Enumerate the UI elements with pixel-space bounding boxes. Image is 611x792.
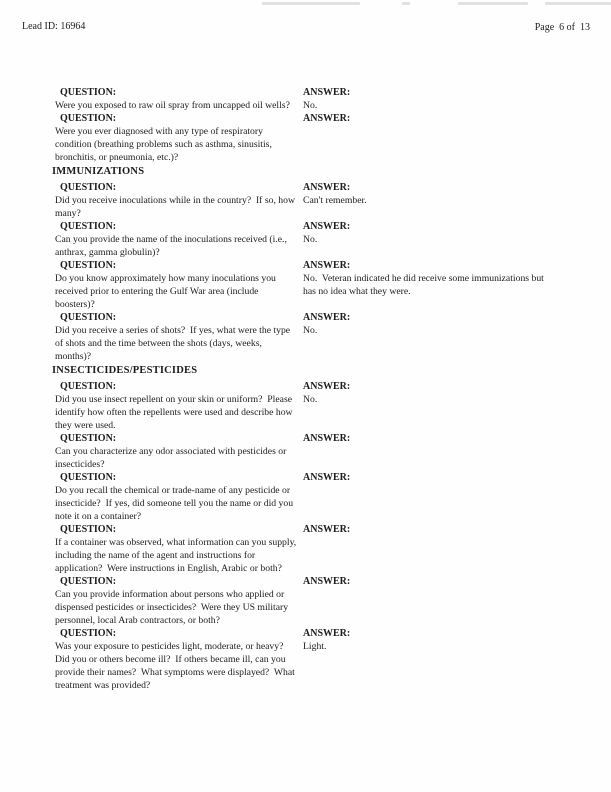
question-text: Do you know approximately how many inoculations you received prior to entering the Gulf War area (include boosters)? [55, 273, 279, 310]
answer-text: No. [303, 234, 318, 245]
question-label: QUESTION: [60, 472, 117, 483]
answer-label: ANSWER: [303, 260, 351, 271]
answer-label: ANSWER: [303, 87, 351, 98]
answer-column [303, 380, 591, 432]
section-heading-immunizations: IMMUNIZATIONS [52, 166, 145, 177]
question-label: QUESTION: [60, 260, 117, 271]
qa-block [52, 220, 591, 259]
question-label: QUESTION: [60, 576, 117, 587]
question-text: Can you provide information about persons who applied or dispensed pesticides or insecticides? Were they US military personnel, local Arab contractors, or both? [55, 589, 291, 626]
answer-column [303, 220, 591, 259]
qa-block [52, 432, 591, 471]
answer-label: ANSWER: [303, 524, 351, 535]
answer-column [303, 575, 591, 627]
question-text: Was your exposure to pesticides light, moderate, or heavy? Did you or others become ill? If others became ill, can you provide their names? What symptoms were displayed? What treatment was provided? [55, 641, 298, 691]
question-text: Can you provide the name of the inoculations received (i.e., anthrax, gamma globulin)? [55, 234, 290, 258]
question-label: QUESTION: [60, 182, 117, 193]
qa-block [52, 627, 591, 692]
question-label: QUESTION: [60, 381, 117, 392]
answer-text: No. [303, 394, 318, 405]
question-text: Did you use insect repellent on your skin or uniform? Please identify how often the repellents were used and describe how they were used. [55, 394, 295, 431]
answer-label: ANSWER: [303, 472, 351, 483]
question-text: Did you receive a series of shots? If yes, what were the type of shots and the time between the shots (days, weeks, months)? [55, 325, 293, 362]
question-column [52, 181, 303, 220]
question-label: QUESTION: [60, 221, 117, 232]
question-label: QUESTION: [60, 87, 117, 98]
answer-text: No. [303, 325, 318, 336]
qa-block [52, 380, 591, 432]
scan-artifact [545, 2, 611, 5]
question-column [52, 86, 303, 112]
answer-label: ANSWER: [303, 433, 351, 444]
answer-column [303, 259, 591, 311]
qa-block [52, 181, 591, 220]
question-label: QUESTION: [60, 628, 117, 639]
answer-column [303, 86, 591, 112]
answer-text: Light. [303, 641, 327, 652]
answer-column [303, 181, 591, 220]
question-label: QUESTION: [60, 113, 117, 124]
question-column [52, 523, 303, 575]
answer-column [303, 311, 591, 363]
question-column [52, 259, 303, 311]
question-column [52, 575, 303, 627]
qa-block [52, 575, 591, 627]
question-column [52, 311, 303, 363]
question-column [52, 432, 303, 471]
scan-artifact [262, 2, 360, 5]
question-text: If a container was observed, what information can you supply, including the name of the agent and instructions for application? Were instructions in English, Arabic or both? [55, 537, 299, 574]
question-column [52, 112, 303, 164]
question-label: QUESTION: [60, 524, 117, 535]
questionnaire-body [52, 86, 591, 692]
answer-label: ANSWER: [303, 312, 351, 323]
answer-text: Can't remember. [303, 195, 367, 206]
scan-artifact [402, 2, 410, 5]
answer-text: No. [303, 100, 318, 111]
question-label: QUESTION: [60, 433, 117, 444]
qa-block [52, 523, 591, 575]
question-text: Did you receive inoculations while in the country? If so, how many? [55, 195, 298, 219]
answer-column [303, 112, 591, 164]
question-text: Do you recall the chemical or trade-name of any pesticide or insecticide? If yes, did someone tell you the name or did you note it on a container? [55, 485, 296, 522]
answer-label: ANSWER: [303, 221, 351, 232]
scan-artifact [458, 2, 528, 5]
answer-label: ANSWER: [303, 113, 351, 124]
qa-block [52, 471, 591, 523]
qa-block [52, 259, 591, 311]
question-text: Were you exposed to raw oil spray from uncapped oil wells? [55, 100, 290, 111]
qa-block [52, 112, 591, 164]
answer-text: No. Veteran indicated he did receive some immunizations but has no idea what they were. [303, 273, 547, 297]
qa-block [52, 86, 591, 112]
question-column [52, 627, 303, 692]
answer-column [303, 471, 591, 523]
lead-id: Lead ID: 16964 [22, 21, 86, 32]
question-label: QUESTION: [60, 312, 117, 323]
qa-block [52, 311, 591, 363]
question-column [52, 471, 303, 523]
page-number: Page 6 of 13 [534, 22, 590, 33]
question-text: Were you ever diagnosed with any type of respiratory condition (breathing problems such as asthma, sinusitis, bronchitis, or pneumonia, etc.)? [55, 126, 275, 163]
question-column [52, 380, 303, 432]
question-text: Can you characterize any odor associated with pesticides or insecticides? [55, 446, 289, 470]
answer-label: ANSWER: [303, 628, 351, 639]
answer-label: ANSWER: [303, 381, 351, 392]
answer-label: ANSWER: [303, 576, 351, 587]
answer-column [303, 627, 591, 692]
answer-column [303, 523, 591, 575]
answer-column [303, 432, 591, 471]
question-column [52, 220, 303, 259]
section-heading-insecticides: INSECTICIDES/PESTICIDES [52, 365, 198, 376]
answer-label: ANSWER: [303, 182, 351, 193]
